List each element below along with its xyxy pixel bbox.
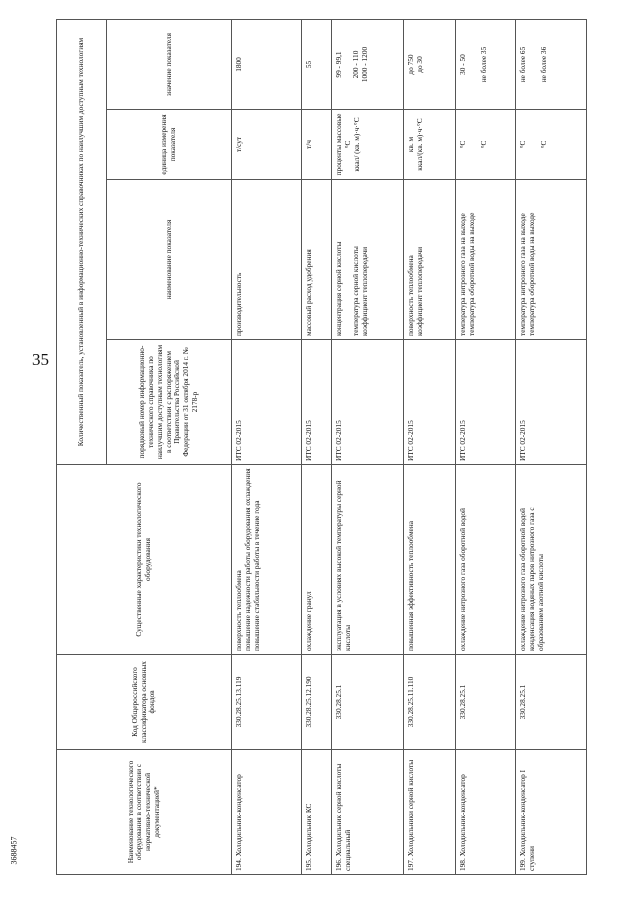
okof-code: 330.28.25.1: [456, 655, 516, 750]
okof-code: 330.28.25.1: [516, 655, 587, 750]
indicator-name: температура нитрозного газа на выходе температура оборотной воды на выходе: [516, 180, 587, 340]
table-row: [404, 20, 456, 875]
okof-code: 330.28.25.12.190: [302, 655, 332, 750]
equipment-name: 197. Холодильники серной кислоты: [404, 750, 456, 875]
its-number: ИТС 02-2015: [302, 340, 332, 465]
okof-code: 330.28.25.1: [332, 655, 404, 750]
characteristics: поверхность теплообмена повышение надежности работы оборудования охлаждения повышение стабильности работы в течение года: [232, 465, 302, 655]
header-value: значение показателя: [107, 20, 232, 110]
its-number: ИТС 02-2015: [404, 340, 456, 465]
table-row: [232, 20, 302, 875]
okof-code: 330.28.25.11.110: [404, 655, 456, 750]
equipment-table: [56, 19, 587, 875]
document-id: 3688457: [9, 836, 19, 865]
indicator-name: массовый расход удобрения: [302, 180, 332, 340]
equipment-name: 199. Холодильник-конденсатор I ступени: [516, 750, 587, 875]
table-row: [516, 20, 587, 875]
value: 30 - 50 не более 35: [456, 20, 516, 110]
unit: °С °С: [456, 110, 516, 180]
header-unit: единица измерения показателя: [107, 110, 232, 180]
characteristics: охлаждение нитрозного газа оборотной водой: [456, 465, 516, 655]
its-number: ИТС 02-2015: [332, 340, 404, 465]
value: до 750 до 30: [404, 20, 456, 110]
table-row: [302, 20, 332, 875]
indicator-name: концентрация серной кислоты температура серной кислоты коэффициент теплопередачи: [332, 180, 404, 340]
value: 99 - 99,1 200 - 110 1000 - 1200: [332, 20, 404, 110]
characteristics: охлаждение нитрозного газа оборотной водой конденсация водяных паров нитрозного газа с образованием азотной кислоты: [516, 465, 587, 655]
characteristics: эксплуатация в условиях высокой температуры серной кислоты: [332, 465, 404, 655]
equipment-name: 195. Холодильник КС: [302, 750, 332, 875]
rotated-table-wrapper: [56, 20, 586, 875]
value: не более 65 не более 36: [516, 20, 587, 110]
okof-code: 330.28.25.13.119: [232, 655, 302, 750]
unit: °С °С: [516, 110, 587, 180]
unit: т/ч: [302, 110, 332, 180]
header-characteristics: Существенные характеристики технологического оборудования: [57, 465, 232, 655]
indicator-name: поверхность теплообмена коэффициент теплопередачи: [404, 180, 456, 340]
value: 55: [302, 20, 332, 110]
unit: т/сут: [232, 110, 302, 180]
header-its-number: порядковый номер информационно-технического справочника по наилучшим доступным технологиям в соответствии с распоряжением Правительства Российской Федерации от 31 октября 2014 г. № 2178-р: [107, 340, 232, 465]
equipment-name: 194. Холодильник-конденсатор: [232, 750, 302, 875]
header-group: Количественный показатель, установленный в информационно-технических справочниках по наилучшим доступным технологиям: [57, 20, 107, 465]
page-number: 35: [32, 350, 49, 369]
indicator-name: температура нитрозного газа на выходе температура оборотной воды на выходе: [456, 180, 516, 340]
value: 1800: [232, 20, 302, 110]
header-indicator-name: наименование показателя: [107, 180, 232, 340]
its-number: ИТС 02-2015: [456, 340, 516, 465]
equipment-name: 196. Холодильник серной кислоты специальный: [332, 750, 404, 875]
characteristics: охлаждение гранул: [302, 465, 332, 655]
indicator-name: производительность: [232, 180, 302, 340]
header-name: Наименование технологического оборудования в соответствии с нормативно-технической документацией*: [57, 750, 232, 875]
its-number: ИТС 02-2015: [516, 340, 587, 465]
its-number: ИТС 02-2015: [232, 340, 302, 465]
header-code: Код Общероссийского классификатора основных фондов: [57, 655, 232, 750]
characteristics: повышенная эффективность теплообмена: [404, 465, 456, 655]
equipment-name: 198. Холодильник-конденсатор: [456, 750, 516, 875]
unit: проценты массовые °С ккал/ (кв. м)·ч·°С: [332, 110, 404, 180]
table-row: [456, 20, 516, 875]
unit: кв. м ккал/(кв. м)·ч·°С: [404, 110, 456, 180]
table-row: [332, 20, 404, 875]
